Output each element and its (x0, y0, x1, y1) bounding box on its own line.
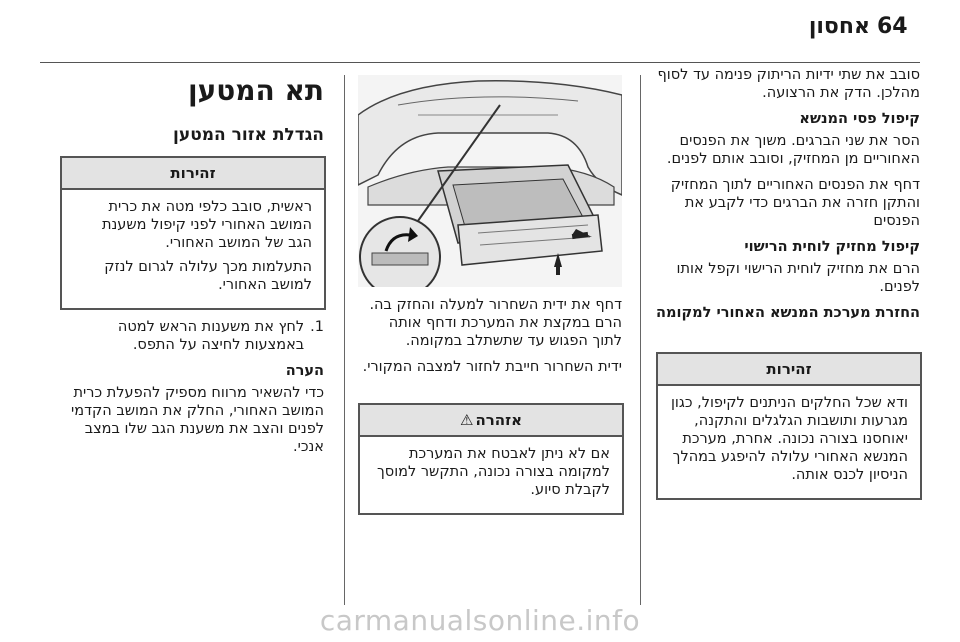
fold-rails-text-2: דחף את הפנסים האחוריים לתוך המחזיק והתקן חזרה את הברגים כדי לקבע את הפנסים (670, 177, 920, 229)
watermark: carmanualsonline.info (319, 604, 641, 637)
warning-box-body (360, 437, 622, 513)
fold-rails-text-1: הסר את שני הברגים. משוך את הפנסים האחוריים מן המחזיק, וסובב אותם לפנים. (666, 133, 920, 167)
step-1-number: 1. (310, 319, 324, 335)
release-lever-instructions: דחף את ידית השחרור למעלה והחזק בה. הרם במקצת את המערכת ודחף אותה לתוך הפגוש עד שתשתלב במקומה. (369, 297, 622, 349)
caution-box-left-title: זהירות (62, 158, 324, 190)
note-text: כדי להשאיר מרווח מספיק להפעלת כרית המושב האחורי, החלק את המושב הקדמי לפנים והצב את משענת הגב שלו במצב אנכי. (71, 385, 324, 455)
caution-box-title: זהירות (658, 354, 920, 386)
step-1 (60, 318, 324, 354)
fold-plate-text: הרם את מחזיק לוחית הרישוי וקפל אותו לפנים. (676, 261, 920, 295)
intro-paragraph: סובב את שתי ידיות הריתוק פנימה עד לסוף מהלכן. הדק את הרצועה. (657, 67, 920, 101)
return-system-heading: החזרת מערכת המנשא האחורי למקומה (656, 305, 920, 321)
warning-triangle-icon: ⚠ (459, 411, 474, 429)
caution-box-left (60, 156, 326, 310)
section-title: תא המטען (187, 74, 324, 107)
left-column-steps (60, 318, 324, 464)
column-divider-left (344, 75, 345, 605)
section-subtitle: הגדלת אזור המטען (173, 125, 324, 145)
warning-box-header (360, 405, 622, 437)
release-lever-note: ידית השחרור חייבת לחזור למצבה המקורי. (362, 359, 622, 375)
fold-rails-heading: קיפול פסי המנשא (799, 111, 920, 127)
rear-carrier-illustration (358, 75, 622, 287)
caution-box-text: ודא שכל החלקים הניתנים לקיפול, כגון מגרעות ותושבות הגלגלים והתקנה, יאוחסנו בצורה נכונה. אחרת, מערכת המנשא האחורי עלולה להיפגע במהלך הניסיון לכנס אותה. (670, 395, 908, 483)
right-column (656, 66, 920, 326)
warning-box-middle (358, 403, 624, 515)
caution-box-right (656, 352, 922, 500)
step-1-text: לחץ את משענות הראש למטה באמצעות לחיצה על התפס. (117, 319, 305, 353)
rear-carrier-drawing (358, 75, 622, 287)
caution-box-left-text-1: ראשית, סובב כלפי מטה את כרית המושב האחורי לפני קיפול משענת הגב של המושב האחורי. (101, 199, 312, 251)
fold-plate-heading: קיפול מחזיק לוחית הרישוי (744, 239, 920, 255)
caution-box-body (658, 386, 920, 498)
warning-box-text: אם לא ניתן לאבטח את המערכת למקומה בצורה נכונה, התקשר למוסך לקבלת סיוע. (377, 446, 610, 498)
note-heading: הערה (285, 363, 324, 379)
middle-column-text (358, 296, 622, 384)
caution-box-left-body (62, 190, 324, 308)
caution-box-left-text-2: התעלמות מכך עלולה לגרום לנזק למושב האחורי. (104, 259, 312, 293)
header-divider (40, 62, 920, 63)
page-number: 64 (877, 14, 908, 39)
column-divider-right (640, 75, 641, 605)
warning-box-title: אזהרה (475, 411, 523, 429)
page-header-title: אחסון (808, 14, 870, 39)
